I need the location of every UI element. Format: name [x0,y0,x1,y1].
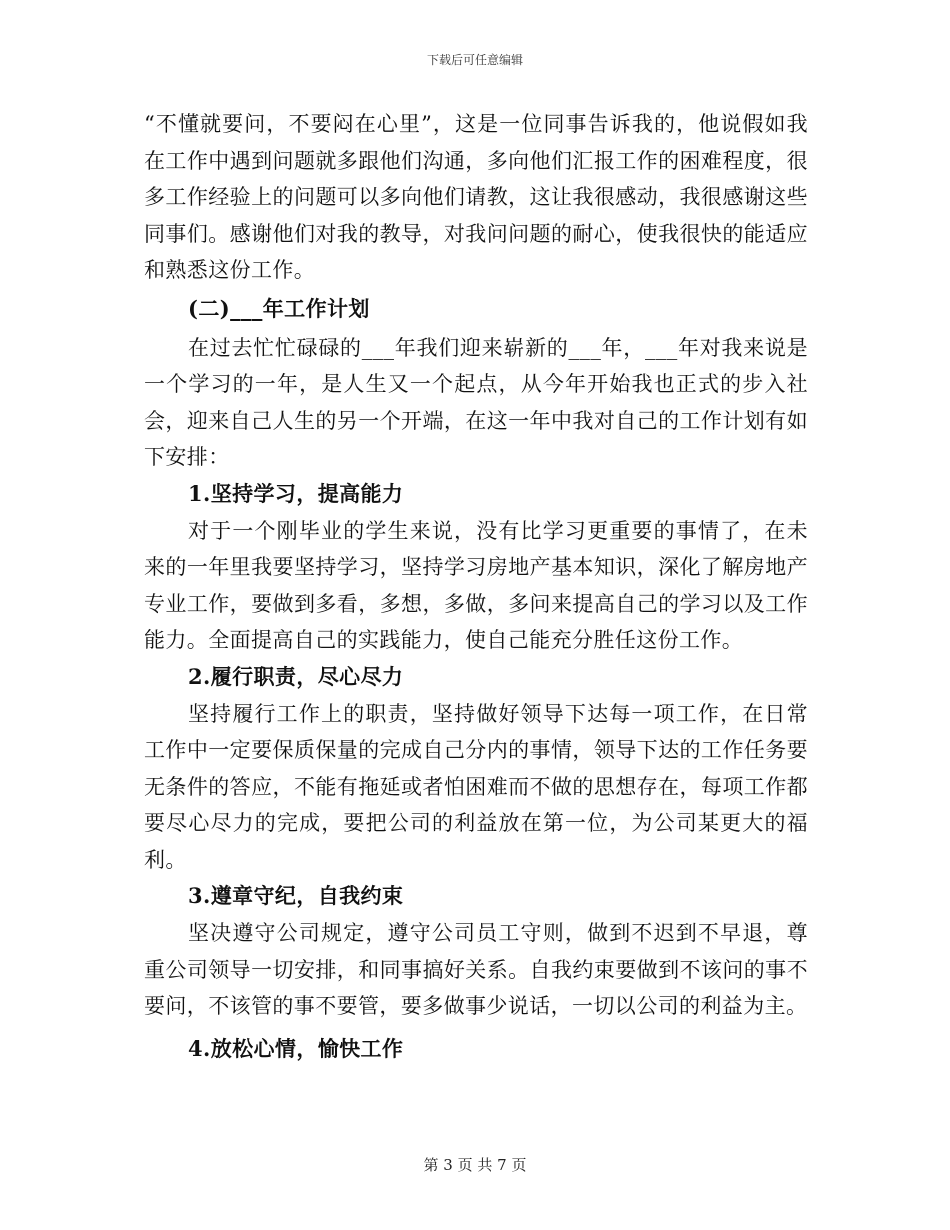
page-number-footer: 第 3 页 共 7 页 [423,1156,527,1174]
paragraph-item-3: 坚决遵守公司规定，遵守公司员工守则，做到不迟到不早退，尊重公司领导一切安排，和同事搞好关系。自我约束要做到不该问的事不要问，不该管的事不要管，要多做事少说话，一切以公司的利益为主。 [144,921,808,1019]
page-header: 下载后可任意编辑 [426,53,523,67]
heading-item-1: 1.坚持学习，提高能力 [188,480,404,506]
paragraph-item-1: 对于一个刚毕业的学生来说，没有比学习更重要的事情了，在未来的一年里我要坚持学习，坚持学习房地产基本知识，深化了解房地产专业工作，要做到多看，多想，多做，多问来提高自己的学习以及工作能力。全面提高自己的实践能力，使自己能充分胜任这份工作。 [144,518,808,653]
paragraph-plan-intro: 在过去忙忙碌碌的___年我们迎来崭新的___年，___年对我来说是一个学习的一年，是人生又一个起点，从今年开始我也正式的步入社会，迎来自己人生的另一个开端，在这一年中我对自己的工作计划有如下安排： [144,335,808,470]
heading-item-3: 3.遵章守纪，自我约束 [188,883,404,909]
heading-item-2: 2.履行职责，尽心尽力 [188,663,404,689]
paragraph-colleague-advice: “不懂就要问，不要闷在心里”，这是一位同事告诉我的，他说假如我在工作中遇到问题就多跟他们沟通，多向他们汇报工作的困难程度，很多工作经验上的问题可以多向他们请教，这让我很感动，我很感谢这些同事们。感谢他们对我的教导，对我问问题的耐心，使我很快的能适应和熟悉这份工作。 [144,112,808,283]
section-heading-work-plan: (二)___年工作计划 [188,295,370,321]
document-body [144,106,808,1067]
paragraph-item-2: 坚持履行工作上的职责，坚持做好领导下达每一项工作，在日常工作中一定要保质保量的完成自己分内的事情，领导下达的工作任务要无条件的答应，不能有拖延或者怕困难而不做的思想存在，每项工作都要尽心尽力的完成，要把公司的利益放在第一位，为公司某更大的福利。 [144,701,808,872]
heading-item-4: 4.放松心情，愉快工作 [188,1035,404,1061]
